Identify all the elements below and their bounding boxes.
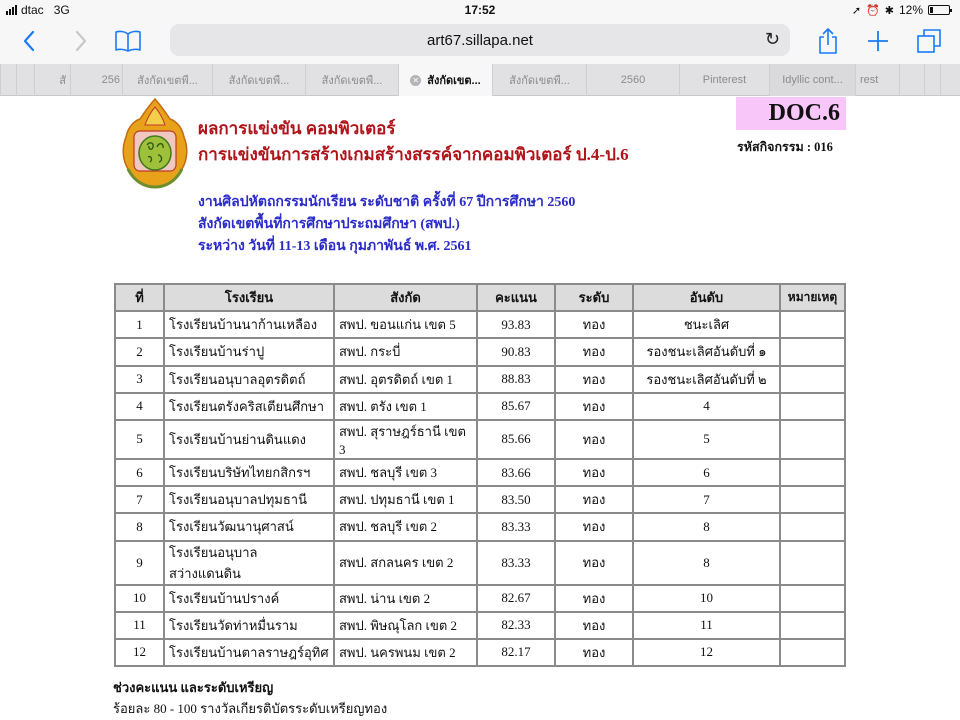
cell-level: ทอง bbox=[555, 486, 633, 513]
cell-remark bbox=[780, 639, 845, 666]
cell-score: 83.66 bbox=[477, 459, 555, 486]
tabs-icon bbox=[916, 28, 942, 54]
cell-score: 82.67 bbox=[477, 585, 555, 612]
status-bar bbox=[0, 0, 960, 20]
cell-rank: รองชนะเลิศอันดับที่ ๒ bbox=[633, 366, 780, 393]
cell-number: 6 bbox=[115, 459, 164, 486]
chevron-right-icon bbox=[75, 30, 87, 52]
cell-affiliation: สพป. สุราษฎร์ธานี เขต 3 bbox=[334, 420, 477, 459]
cell-number: 11 bbox=[115, 612, 164, 639]
page-title: ผลการแข่งขัน คอมพิวเตอร์ bbox=[198, 119, 396, 138]
clock: 17:52 bbox=[464, 3, 496, 17]
cell-level: ทอง bbox=[555, 338, 633, 365]
cell-number: 1 bbox=[115, 311, 164, 338]
cell-school: โรงเรียนอนุบาลปทุมธานี bbox=[164, 486, 334, 513]
tab-stack-edge[interactable] bbox=[899, 64, 924, 96]
cell-rank: ชนะเลิศ bbox=[633, 311, 780, 338]
cell-rank: รองชนะเลิศอันดับที่ ๑ bbox=[633, 338, 780, 365]
cell-score: 93.83 bbox=[477, 311, 555, 338]
close-tab-icon[interactable]: ✕ bbox=[410, 75, 421, 86]
cell-level: ทอง bbox=[555, 513, 633, 540]
cell-number: 9 bbox=[115, 541, 164, 585]
cell-remark bbox=[780, 366, 845, 393]
table-row bbox=[115, 541, 845, 585]
tabs-overview-button[interactable] bbox=[914, 26, 944, 56]
cell-remark bbox=[780, 612, 845, 639]
cell-school: โรงเรียนตรังคริสเตียนศึกษา bbox=[164, 393, 334, 420]
cell-level: ทอง bbox=[555, 612, 633, 639]
cell-affiliation: สพป. ตรัง เขต 1 bbox=[334, 393, 477, 420]
cell-remark bbox=[780, 585, 845, 612]
column-header-level: ระดับ bbox=[555, 284, 633, 311]
date-subtitle: ระหว่าง วันที่ 11-13 เดือน กุมภาพันธ์ พ.ศ. 2561 bbox=[198, 239, 472, 254]
web-page bbox=[0, 97, 960, 720]
column-header-number: ที่ bbox=[115, 284, 164, 311]
tab-stack-edge[interactable] bbox=[924, 64, 940, 96]
cell-level: ทอง bbox=[555, 585, 633, 612]
competition-title: การแข่งขันการสร้างเกมสร้างสรรค์จากคอมพิวเตอร์ ป.4-ป.6 bbox=[198, 145, 629, 164]
table-row bbox=[115, 585, 845, 612]
table-row bbox=[115, 393, 845, 420]
cell-affiliation: สพป. ปทุมธานี เขต 1 bbox=[334, 486, 477, 513]
cell-score: 88.83 bbox=[477, 366, 555, 393]
book-icon bbox=[114, 29, 142, 53]
location-icon: ➚ bbox=[851, 4, 862, 17]
network-type: 3G bbox=[53, 3, 70, 17]
tab-item[interactable]: สังกัดเขตพื... bbox=[305, 64, 398, 96]
cell-school: โรงเรียนบ้านย่านดินแดง bbox=[164, 420, 334, 459]
url-text: art67.sillapa.net bbox=[427, 32, 533, 49]
affiliation-subtitle: สังกัดเขตพื้นที่การศึกษาประถมศึกษา (สพป.) bbox=[198, 217, 460, 232]
column-header-remark: หมายเหตุ bbox=[780, 284, 845, 311]
table-row bbox=[115, 459, 845, 486]
cell-rank: 4 bbox=[633, 393, 780, 420]
cell-score: 83.33 bbox=[477, 513, 555, 540]
cell-affiliation: สพป. ชลบุรี เขต 3 bbox=[334, 459, 477, 486]
cell-level: ทอง bbox=[555, 366, 633, 393]
cell-school: โรงเรียนอนุบาลสว่างแดนดิน bbox=[164, 541, 334, 585]
cell-level: ทอง bbox=[555, 639, 633, 666]
tab-item[interactable]: สั bbox=[34, 64, 70, 96]
cell-number: 8 bbox=[115, 513, 164, 540]
column-header-score: คะแนน bbox=[477, 284, 555, 311]
browser-toolbar bbox=[0, 20, 960, 64]
cell-school: โรงเรียนวัฒนานุศาสน์ bbox=[164, 513, 334, 540]
activity-code: รหัสกิจกรรม : 016 bbox=[737, 140, 833, 154]
cell-score: 82.17 bbox=[477, 639, 555, 666]
bluetooth-icon: ✱ bbox=[884, 4, 894, 17]
battery-percent: 12% bbox=[898, 3, 923, 17]
cell-affiliation: สพป. น่าน เขต 2 bbox=[334, 585, 477, 612]
cell-number: 2 bbox=[115, 338, 164, 365]
tab-bar bbox=[0, 64, 960, 96]
score-legend-gold: ร้อยละ 80 - 100 รางวัลเกียรติบัตรระดับเหรียญทอง bbox=[113, 701, 388, 716]
reload-icon[interactable]: ↻ bbox=[764, 29, 780, 49]
tab-item[interactable]: สังกัดเขตพื... bbox=[492, 64, 586, 96]
cell-rank: 8 bbox=[633, 541, 780, 585]
event-subtitle: งานศิลปหัตถกรรมนักเรียน ระดับชาติ ครั้งที่ 67 ปีการศึกษา 2560 bbox=[198, 195, 576, 210]
alarm-icon: ⏰ bbox=[866, 4, 880, 17]
results-table bbox=[114, 283, 846, 667]
column-header-school: โรงเรียน bbox=[164, 284, 334, 311]
cell-remark bbox=[780, 459, 845, 486]
cell-rank: 6 bbox=[633, 459, 780, 486]
cell-rank: 10 bbox=[633, 585, 780, 612]
chevron-left-icon bbox=[23, 30, 35, 52]
cell-remark bbox=[780, 311, 845, 338]
cell-school: โรงเรียนอนุบาลอุตรดิตถ์ bbox=[164, 366, 334, 393]
cell-remark bbox=[780, 541, 845, 585]
cell-affiliation: สพป. นครพนม เขต 2 bbox=[334, 639, 477, 666]
tab-item[interactable]: Pinterest bbox=[679, 64, 769, 96]
cell-score: 83.33 bbox=[477, 541, 555, 585]
tab-item[interactable]: 256 bbox=[70, 64, 122, 96]
tab-stack-edge[interactable] bbox=[16, 64, 34, 96]
plus-icon bbox=[867, 30, 889, 52]
cell-school: โรงเรียนบ้านร่าปู bbox=[164, 338, 334, 365]
cell-rank: 8 bbox=[633, 513, 780, 540]
cell-remark bbox=[780, 513, 845, 540]
table-row bbox=[115, 420, 845, 459]
cell-affiliation: สพป. ชลบุรี เขต 2 bbox=[334, 513, 477, 540]
obec-emblem-logo bbox=[120, 97, 190, 189]
table-row bbox=[115, 513, 845, 540]
cell-score: 85.66 bbox=[477, 420, 555, 459]
cell-school: โรงเรียนบ้านนาก้านเหลือง bbox=[164, 311, 334, 338]
cell-school: โรงเรียนบ้านตาลราษฎร์อุทิศ bbox=[164, 639, 334, 666]
tab-item[interactable]: rest bbox=[855, 64, 899, 96]
cell-level: ทอง bbox=[555, 393, 633, 420]
column-header-affiliation: สังกัด bbox=[334, 284, 477, 311]
tab-item[interactable]: Idyllic cont... bbox=[769, 64, 855, 96]
cell-score: 90.83 bbox=[477, 338, 555, 365]
table-header-row bbox=[115, 284, 845, 311]
cell-remark bbox=[780, 420, 845, 459]
cell-affiliation: สพป. ขอนแก่น เขต 5 bbox=[334, 311, 477, 338]
cell-level: ทอง bbox=[555, 541, 633, 585]
tab-item[interactable]: สังกัดเขตพื... bbox=[212, 64, 305, 96]
bookmarks-button[interactable] bbox=[113, 26, 143, 56]
cell-score: 85.67 bbox=[477, 393, 555, 420]
address-bar[interactable] bbox=[170, 24, 790, 56]
cell-number: 3 bbox=[115, 366, 164, 393]
tab-item[interactable]: 2560 bbox=[586, 64, 679, 96]
cell-remark bbox=[780, 338, 845, 365]
score-legend-title: ช่วงคะแนน และระดับเหรียญ bbox=[113, 680, 274, 695]
battery-icon bbox=[928, 5, 950, 15]
cell-remark bbox=[780, 393, 845, 420]
back-button[interactable] bbox=[18, 26, 40, 56]
new-tab-button[interactable] bbox=[864, 26, 892, 56]
cell-level: ทอง bbox=[555, 420, 633, 459]
cell-level: ทอง bbox=[555, 311, 633, 338]
table-row bbox=[115, 366, 845, 393]
cell-rank: 7 bbox=[633, 486, 780, 513]
cell-affiliation: สพป. พิษณุโลก เขต 2 bbox=[334, 612, 477, 639]
share-icon bbox=[817, 27, 839, 55]
cell-level: ทอง bbox=[555, 459, 633, 486]
cell-rank: 11 bbox=[633, 612, 780, 639]
cell-school: โรงเรียนบริษัทไทยกสิกรฯ bbox=[164, 459, 334, 486]
table-row bbox=[115, 338, 845, 365]
cell-school: โรงเรียนวัดท่าหมื่นราม bbox=[164, 612, 334, 639]
table-row bbox=[115, 639, 845, 666]
cell-rank: 5 bbox=[633, 420, 780, 459]
share-button[interactable] bbox=[814, 26, 842, 56]
forward-button[interactable] bbox=[70, 26, 92, 56]
table-row bbox=[115, 612, 845, 639]
cell-number: 5 bbox=[115, 420, 164, 459]
tab-stack-edge[interactable] bbox=[0, 64, 16, 96]
cell-remark bbox=[780, 486, 845, 513]
carrier-name: dtac bbox=[21, 3, 44, 17]
cell-score: 82.33 bbox=[477, 612, 555, 639]
cell-number: 12 bbox=[115, 639, 164, 666]
column-header-rank: อันดับ bbox=[633, 284, 780, 311]
cell-number: 4 bbox=[115, 393, 164, 420]
tab-stack-edge[interactable] bbox=[940, 64, 960, 96]
table-row bbox=[115, 486, 845, 513]
cell-number: 10 bbox=[115, 585, 164, 612]
doc-label-badge: DOC.6 bbox=[736, 97, 846, 130]
cell-affiliation: สพป. กระบี่ bbox=[334, 338, 477, 365]
cell-affiliation: สพป. อุตรดิตถ์ เขต 1 bbox=[334, 366, 477, 393]
cell-number: 7 bbox=[115, 486, 164, 513]
cell-affiliation: สพป. สกลนคร เขต 2 bbox=[334, 541, 477, 585]
cell-rank: 12 bbox=[633, 639, 780, 666]
cell-score: 83.50 bbox=[477, 486, 555, 513]
tab-item-active[interactable]: ✕ สังกัดเขต... bbox=[398, 64, 492, 96]
tab-item[interactable]: สังกัดเขตพื... bbox=[122, 64, 212, 96]
table-row bbox=[115, 311, 845, 338]
cell-school: โรงเรียนบ้านปรางค์ bbox=[164, 585, 334, 612]
